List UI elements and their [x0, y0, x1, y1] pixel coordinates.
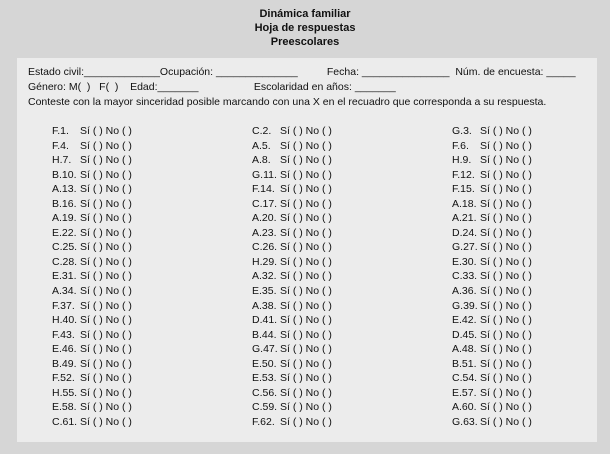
- answer-options[interactable]: Sí ( ) No ( ): [80, 386, 132, 399]
- answer-row: [52, 197, 132, 212]
- answer-options[interactable]: Sí ( ) No ( ): [280, 255, 332, 268]
- question-code: E.58.: [52, 401, 77, 414]
- form-level: Preescolares: [270, 36, 340, 48]
- answer-row: [252, 299, 332, 314]
- question-code: C.59.: [252, 401, 278, 414]
- answer-row: [52, 153, 132, 168]
- question-code: A.8.: [252, 154, 271, 167]
- answer-row: [52, 255, 132, 270]
- answer-options[interactable]: Sí ( ) No ( ): [280, 299, 332, 312]
- answer-row: [252, 313, 332, 328]
- answer-column-2: [252, 124, 332, 429]
- question-code: G.11.: [252, 168, 277, 181]
- answer-row: [252, 269, 332, 284]
- answer-row: [252, 386, 332, 401]
- answer-options[interactable]: Sí ( ) No ( ): [480, 255, 532, 268]
- question-code: D.24.: [452, 226, 478, 239]
- question-code: A.48.: [452, 343, 477, 356]
- answer-options[interactable]: Sí ( ) No ( ): [80, 154, 132, 167]
- answer-row: [52, 357, 132, 372]
- question-code: B.49.: [52, 357, 77, 370]
- answer-options[interactable]: Sí ( ) No ( ): [280, 285, 332, 298]
- answer-row: [452, 400, 532, 415]
- answer-options[interactable]: Sí ( ) No ( ): [480, 168, 532, 181]
- answer-options[interactable]: Sí ( ) No ( ): [480, 372, 532, 385]
- answer-options[interactable]: Sí ( ) No ( ): [480, 212, 532, 225]
- answer-row: [52, 328, 132, 343]
- answer-options[interactable]: Sí ( ) No ( ): [80, 328, 132, 341]
- question-code: B.44.: [252, 328, 277, 341]
- answer-row: [452, 284, 532, 299]
- answer-row: [252, 357, 332, 372]
- question-code: E.22.: [52, 226, 77, 239]
- form-subtitle: Hoja de respuestas: [254, 22, 356, 34]
- answer-row: [252, 211, 332, 226]
- personal-info-line-2: Género: M( ) F( ) Edad:_______ Escolaridad en años: _______: [28, 81, 396, 93]
- answer-row: [52, 371, 132, 386]
- answer-row: [252, 328, 332, 343]
- question-code: A.60.: [452, 401, 477, 414]
- answer-row: [452, 313, 532, 328]
- question-code: C.17.: [252, 197, 278, 210]
- question-code: E.31.: [52, 270, 77, 283]
- answer-options[interactable]: Sí ( ) No ( ): [480, 197, 532, 210]
- answer-row: [252, 400, 332, 415]
- question-code: F.14.: [252, 183, 275, 196]
- question-code: F.1.: [52, 125, 69, 137]
- answer-options[interactable]: Sí ( ) No ( ): [280, 241, 332, 254]
- answer-column-1: [52, 124, 132, 429]
- question-code: C.54.: [452, 372, 478, 385]
- answer-options[interactable]: Sí ( ) No ( ): [80, 270, 132, 283]
- answer-options[interactable]: Sí ( ) No ( ): [480, 343, 532, 356]
- answer-options[interactable]: Sí ( ) No ( ): [80, 299, 132, 312]
- answer-row: [52, 124, 132, 139]
- answer-options[interactable]: Sí ( ) No ( ): [280, 357, 332, 370]
- answer-row: [252, 415, 332, 430]
- question-code: A.34.: [52, 285, 77, 298]
- answer-options[interactable]: Sí ( ) No ( ): [80, 139, 132, 152]
- question-code: A.20.: [252, 212, 277, 225]
- answer-options[interactable]: Sí ( ) No ( ): [480, 415, 532, 428]
- answer-options[interactable]: Sí ( ) No ( ): [80, 226, 132, 239]
- answer-row: [52, 313, 132, 328]
- question-code: A.18.: [452, 197, 477, 210]
- question-code: B.16.: [52, 197, 77, 210]
- form-header: [0, 7, 610, 49]
- answer-row: [252, 284, 332, 299]
- question-code: F.37.: [52, 299, 75, 312]
- answer-row: [52, 182, 132, 197]
- answer-row: [52, 386, 132, 401]
- answer-row: [52, 211, 132, 226]
- answer-options[interactable]: Sí ( ) No ( ): [280, 212, 332, 225]
- answer-row: [52, 299, 132, 314]
- answer-options[interactable]: Sí ( ) No ( ): [480, 357, 532, 370]
- answer-options[interactable]: Sí ( ) No ( ): [80, 415, 132, 428]
- answer-options[interactable]: Sí ( ) No ( ): [280, 314, 332, 327]
- answer-column-3: [452, 124, 532, 429]
- answer-row: [452, 328, 532, 343]
- answer-options[interactable]: Sí ( ) No ( ): [280, 139, 332, 152]
- question-code: F.52.: [52, 372, 75, 385]
- question-code: C.61.: [52, 415, 78, 428]
- answer-row: [452, 197, 532, 212]
- answer-options[interactable]: Sí ( ) No ( ): [480, 226, 532, 239]
- question-code: G.39.: [452, 299, 478, 312]
- answer-options[interactable]: Sí ( ) No ( ): [280, 154, 332, 167]
- question-code: F.12.: [452, 168, 475, 181]
- answer-options[interactable]: Sí ( ) No ( ): [480, 270, 532, 283]
- question-code: B.51.: [452, 357, 477, 370]
- answer-row: [452, 371, 532, 386]
- answer-row: [52, 226, 132, 241]
- answer-options[interactable]: Sí ( ) No ( ): [280, 343, 332, 356]
- question-code: E.57.: [452, 386, 477, 399]
- question-code: B.10.: [52, 168, 77, 181]
- question-code: H.29.: [252, 255, 278, 268]
- answer-row: [52, 139, 132, 154]
- answer-options[interactable]: Sí ( ) No ( ): [280, 125, 332, 137]
- answer-row: [452, 211, 532, 226]
- answer-row: [252, 197, 332, 212]
- answer-row: [452, 240, 532, 255]
- question-code: H.55.: [52, 386, 78, 399]
- answer-row: [452, 386, 532, 401]
- question-code: E.50.: [252, 357, 277, 370]
- answer-options[interactable]: Sí ( ) No ( ): [480, 241, 532, 254]
- answer-row: [452, 255, 532, 270]
- question-code: H.7.: [52, 154, 72, 167]
- answer-options[interactable]: Sí ( ) No ( ): [80, 401, 132, 414]
- form-title: Dinámica familiar: [259, 8, 351, 20]
- answer-row: [52, 269, 132, 284]
- answer-options[interactable]: Sí ( ) No ( ): [80, 168, 132, 181]
- answer-options[interactable]: Sí ( ) No ( ): [80, 372, 132, 385]
- question-code: C.26.: [252, 241, 278, 254]
- answer-options[interactable]: Sí ( ) No ( ): [480, 154, 532, 167]
- answer-options[interactable]: Sí ( ) No ( ): [80, 285, 132, 298]
- answer-options[interactable]: Sí ( ) No ( ): [80, 343, 132, 356]
- answer-options[interactable]: Sí ( ) No ( ): [80, 212, 132, 225]
- question-code: D.41.: [252, 314, 278, 327]
- question-code: E.42.: [452, 314, 477, 327]
- question-code: F.43.: [52, 328, 75, 341]
- answer-row: [252, 139, 332, 154]
- answer-row: [452, 153, 532, 168]
- question-code: H.40.: [52, 314, 78, 327]
- answer-options[interactable]: Sí ( ) No ( ): [80, 314, 132, 327]
- question-code: A.23.: [252, 226, 277, 239]
- answer-options[interactable]: Sí ( ) No ( ): [80, 357, 132, 370]
- answer-row: [452, 168, 532, 183]
- answer-options[interactable]: Sí ( ) No ( ): [80, 183, 132, 196]
- question-code: F.4.: [52, 139, 69, 152]
- answer-row: [52, 240, 132, 255]
- answer-row: [452, 299, 532, 314]
- answer-row: [52, 284, 132, 299]
- answer-options[interactable]: Sí ( ) No ( ): [480, 401, 532, 414]
- answer-row: [252, 240, 332, 255]
- answer-row: [452, 226, 532, 241]
- answer-options[interactable]: Sí ( ) No ( ): [280, 168, 332, 181]
- answer-row: [252, 342, 332, 357]
- answer-row: [252, 226, 332, 241]
- answer-row: [252, 168, 332, 183]
- question-code: C.25.: [52, 241, 78, 254]
- question-code: E.35.: [252, 285, 277, 298]
- answer-options[interactable]: Sí ( ) No ( ): [280, 197, 332, 210]
- question-code: C.56.: [252, 386, 278, 399]
- answer-row: [52, 342, 132, 357]
- question-code: F.6.: [452, 139, 469, 152]
- question-code: A.13.: [52, 183, 77, 196]
- answer-options[interactable]: Sí ( ) No ( ): [480, 125, 532, 137]
- answer-row: [452, 124, 532, 139]
- question-code: G.27.: [452, 241, 478, 254]
- question-code: A.21.: [452, 212, 477, 225]
- instructions: Conteste con la mayor sinceridad posible marcando con una X en el recuadro que corresponda a su respuesta.: [28, 96, 547, 108]
- answer-row: [252, 371, 332, 386]
- answer-row: [252, 255, 332, 270]
- answer-options[interactable]: Sí ( ) No ( ): [80, 197, 132, 210]
- answer-options[interactable]: Sí ( ) No ( ): [480, 314, 532, 327]
- question-code: D.45.: [452, 328, 478, 341]
- question-code: F.62.: [252, 415, 275, 428]
- answer-options[interactable]: Sí ( ) No ( ): [480, 139, 532, 152]
- answer-row: [452, 357, 532, 372]
- question-code: E.53.: [252, 372, 277, 385]
- answer-options[interactable]: Sí ( ) No ( ): [280, 415, 332, 428]
- question-code: A.36.: [452, 285, 477, 298]
- answer-row: [452, 415, 532, 430]
- question-code: G.63.: [452, 415, 478, 428]
- answer-options[interactable]: Sí ( ) No ( ): [480, 299, 532, 312]
- question-code: A.5.: [252, 139, 271, 152]
- question-code: A.32.: [252, 270, 277, 283]
- answer-row: [52, 415, 132, 430]
- question-code: A.38.: [252, 299, 277, 312]
- answer-row: [52, 400, 132, 415]
- personal-info-line-1: Estado civil:_____________Ocupación: ______________ Fecha: _______________ Núm. de encuesta: _____: [28, 66, 576, 78]
- question-code: C.33.: [452, 270, 478, 283]
- question-code: C.2.: [252, 125, 272, 137]
- question-code: G.3.: [452, 125, 472, 137]
- answer-options[interactable]: Sí ( ) No ( ): [280, 183, 332, 196]
- answer-options[interactable]: Sí ( ) No ( ): [80, 241, 132, 254]
- answer-row: [252, 124, 332, 139]
- answer-row: [252, 153, 332, 168]
- answer-options[interactable]: Sí ( ) No ( ): [80, 125, 132, 137]
- answer-row: [52, 168, 132, 183]
- answer-options[interactable]: Sí ( ) No ( ): [280, 372, 332, 385]
- answer-row: [452, 269, 532, 284]
- answer-options[interactable]: Sí ( ) No ( ): [280, 270, 332, 283]
- question-code: A.19.: [52, 212, 77, 225]
- answer-options[interactable]: Sí ( ) No ( ): [480, 386, 532, 399]
- question-code: G.47.: [252, 343, 278, 356]
- question-code: E.30.: [452, 255, 477, 268]
- answer-row: [252, 182, 332, 197]
- answer-options[interactable]: Sí ( ) No ( ): [280, 226, 332, 239]
- answer-row: [452, 139, 532, 154]
- answer-options[interactable]: Sí ( ) No ( ): [280, 386, 332, 399]
- answer-options[interactable]: Sí ( ) No ( ): [280, 328, 332, 341]
- answer-row: [452, 342, 532, 357]
- question-code: E.46.: [52, 343, 77, 356]
- answer-options[interactable]: Sí ( ) No ( ): [480, 328, 532, 341]
- question-code: F.15.: [452, 183, 475, 196]
- answer-options[interactable]: Sí ( ) No ( ): [280, 401, 332, 414]
- answer-options[interactable]: Sí ( ) No ( ): [480, 285, 532, 298]
- question-code: H.9.: [452, 154, 472, 167]
- answer-options[interactable]: Sí ( ) No ( ): [80, 255, 132, 268]
- answer-row: [452, 182, 532, 197]
- question-code: C.28.: [52, 255, 78, 268]
- answer-options[interactable]: Sí ( ) No ( ): [480, 183, 532, 196]
